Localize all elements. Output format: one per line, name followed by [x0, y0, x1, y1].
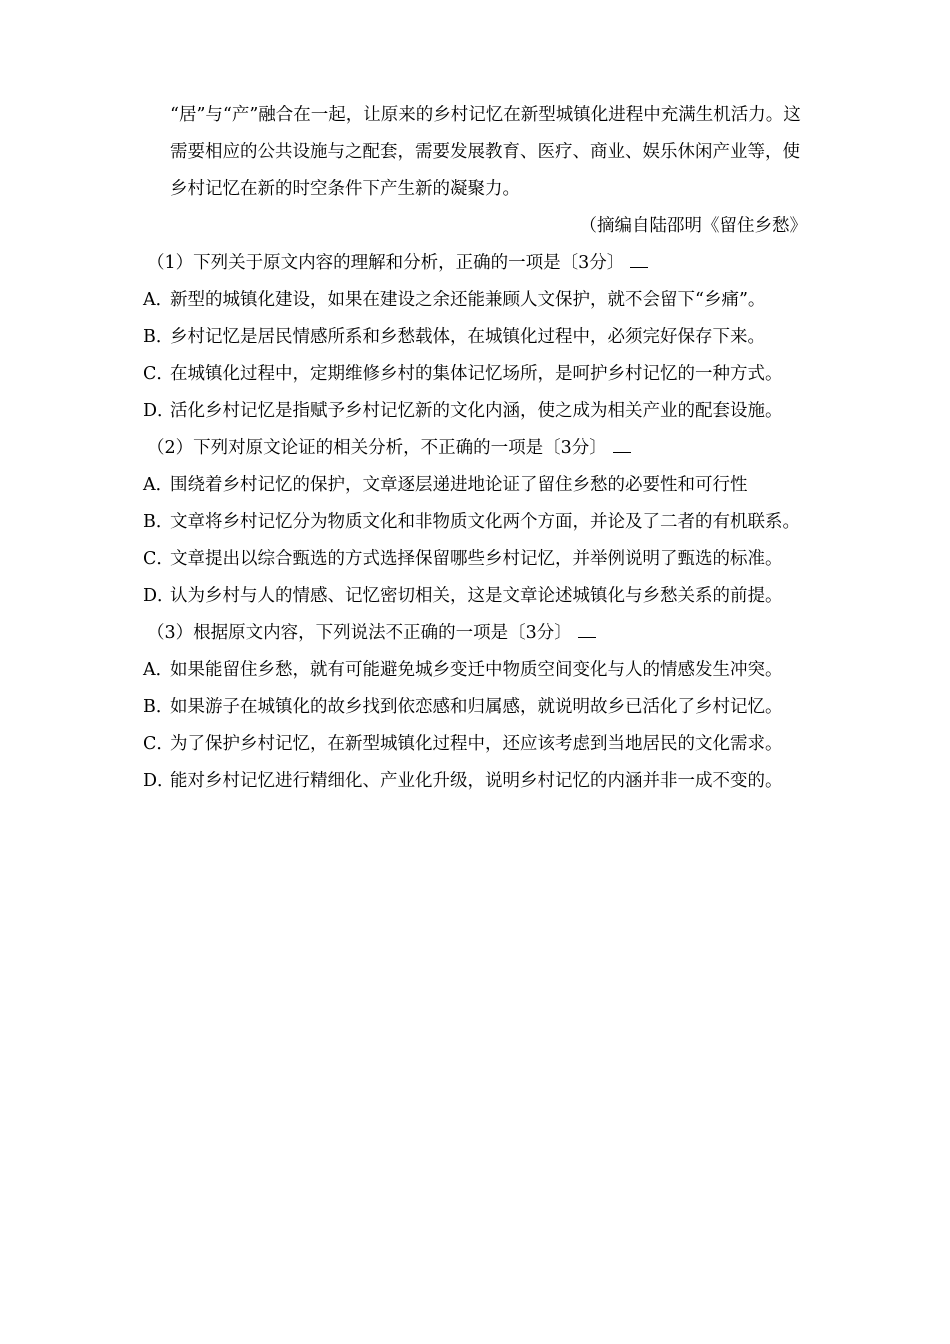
option-text: 认为乡村与人的情感、记忆密切相关，这是文章论述城镇化与乡愁关系的前提。	[170, 586, 783, 606]
answer-blank-1[interactable]	[630, 253, 648, 268]
question-2-option-b	[143, 504, 811, 541]
option-letter: B．	[143, 512, 174, 532]
answer-blank-2[interactable]	[613, 438, 631, 453]
option-text: 能对乡村记忆进行精细化、产业化升级，说明乡村记忆的内涵并非一成不变的。	[170, 771, 783, 791]
option-letter: D．	[143, 586, 175, 606]
option-letter: B．	[143, 697, 174, 717]
option-text: 在城镇化过程中，定期维修乡村的集体记忆场所，是呵护乡村记忆的一种方式。	[170, 364, 783, 384]
option-text: 活化乡村记忆是指赋予乡村记忆新的文化内涵，使之成为相关产业的配套设施。	[170, 401, 783, 421]
option-letter: D．	[143, 771, 175, 791]
option-text: 乡村记忆是居民情感所系和乡愁载体，在城镇化过程中，必须完好保存下来。	[170, 327, 765, 347]
option-text: 围绕着乡村记忆的保护，文章逐层递进地论证了留住乡愁的必要性和可行性	[170, 475, 748, 495]
passage-attribution: （摘编自陆邵明《留住乡愁》	[579, 216, 807, 236]
option-text: 新型的城镇化建设，如果在建设之余还能兼顾人文保护，就不会留下“乡痛”。	[170, 290, 766, 310]
question-2-option-c	[143, 541, 811, 578]
question-2-stem: （2）下列对原文论证的相关分析，不正确的一项是〔3分〕	[143, 430, 811, 467]
question-2-option-d	[143, 578, 811, 615]
question-3-option-b	[143, 689, 811, 726]
option-letter: C．	[143, 549, 174, 569]
question-3-stem: （3）根据原文内容，下列说法不正确的一项是〔3分〕	[143, 615, 811, 652]
option-letter: A．	[143, 475, 174, 495]
option-letter: B．	[143, 327, 174, 347]
document-content	[143, 97, 811, 800]
option-text: 文章提出以综合甄选的方式选择保留哪些乡村记忆，并举例说明了甄选的标准。	[170, 549, 783, 569]
option-letter: D．	[143, 401, 175, 421]
question-1-option-d	[143, 393, 811, 430]
question-1-stem: （1）下列关于原文内容的理解和分析，正确的一项是〔3分〕	[143, 245, 811, 282]
option-letter: C．	[143, 364, 174, 384]
question-1-option-a	[143, 282, 811, 319]
answer-blank-3[interactable]	[578, 623, 596, 638]
question-3-option-a	[143, 652, 811, 689]
option-letter: C．	[143, 734, 174, 754]
option-text: 如果游子在城镇化的故乡找到依恋感和归属感，就说明故乡已活化了乡村记忆。	[170, 697, 783, 717]
question-3-option-c	[143, 726, 811, 763]
option-text: 为了保护乡村记忆，在新型城镇化过程中，还应该考虑到当地居民的文化需求。	[170, 734, 783, 754]
question-3-option-d	[143, 763, 811, 800]
option-letter: A．	[143, 660, 174, 680]
question-1-option-b	[143, 319, 811, 356]
passage-paragraph: “居”与“产”融合在一起，让原来的乡村记忆在新型城镇化进程中充满生机活力。这需要相应的公共设施与之配套，需要发展教育、医疗、商业、娱乐休闲产业等，使乡村记忆在新的时空条件下产生新的凝聚力。	[170, 105, 801, 199]
question-2-option-a	[143, 467, 811, 504]
option-letter: A．	[143, 290, 174, 310]
option-text: 文章将乡村记忆分为物质文化和非物质文化两个方面，并论及了二者的有机联系。	[170, 512, 800, 532]
question-1-option-c	[143, 356, 811, 393]
option-text: 如果能留住乡愁，就有可能避免城乡变迁中物质空间变化与人的情感发生冲突。	[170, 660, 783, 680]
